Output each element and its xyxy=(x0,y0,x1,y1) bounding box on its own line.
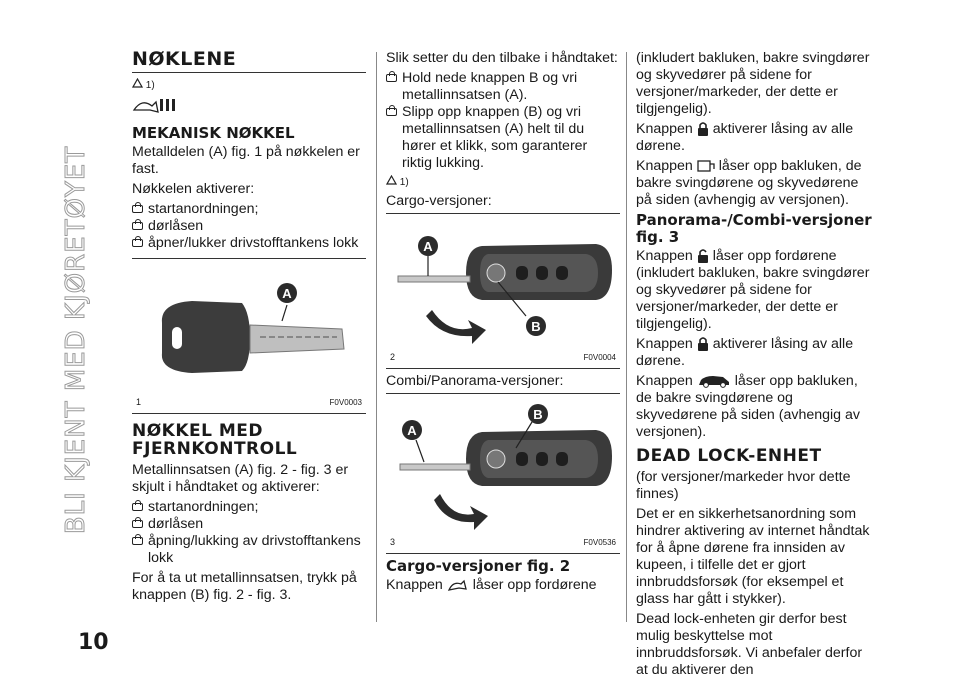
front-doors-unlock-icon xyxy=(447,578,469,592)
mechanical-key-illustration xyxy=(132,263,366,413)
list-item-text: dørlåsen xyxy=(148,516,204,532)
divider xyxy=(132,72,366,73)
paragraph: Metallinnsatsen (A) fig. 2 - fig. 3 er skjult i håndtaket og aktiverer: xyxy=(132,462,349,495)
list-item-text: startanordningen; xyxy=(148,201,259,217)
paragraph: (inkludert bakluken, bakre svingdører og skyvedører på sidene for versjoner/markeder, der dette er tilgjengelig). xyxy=(636,50,870,117)
warning-icon xyxy=(386,175,397,185)
info-icon xyxy=(132,96,366,119)
list-item-text: dørlåsen xyxy=(148,218,204,234)
text: låser opp bakluken, de bakre svingdørene og skyvedørene på siden (avhengig av versjonen). xyxy=(636,158,862,208)
divider xyxy=(132,258,366,259)
figure-label: 3 xyxy=(390,537,396,547)
text: aktiverer låsing av alle dørene. xyxy=(636,336,854,369)
column-2 xyxy=(386,50,620,597)
text: aktiverer låsing av alle dørene. xyxy=(636,121,854,154)
bullet-icon xyxy=(132,520,143,528)
list-item xyxy=(132,533,366,567)
paragraph xyxy=(636,373,874,441)
column-divider xyxy=(376,52,377,622)
bullet-icon xyxy=(132,503,143,511)
heading-panorama: Panorama-/Combi-versjoner fig. 3 xyxy=(636,211,872,246)
paragraph xyxy=(636,121,874,155)
heading-dead-lock: DEAD LOCK-ENHET xyxy=(636,446,822,466)
warning-ref xyxy=(386,174,620,191)
paragraph xyxy=(636,158,874,209)
list-item-text: åpner/lukker drivstofftankens lokk xyxy=(148,235,359,251)
text: Knappen xyxy=(636,121,693,137)
list-item-text: Slipp opp knappen (B) og vri metallinnsatsen (A) helt til du hører et klikk, som garanterer riktig lukking. xyxy=(402,104,588,171)
callout-b: B xyxy=(531,319,541,334)
bullet-icon xyxy=(132,537,143,545)
lock-icon xyxy=(697,336,709,352)
paragraph xyxy=(636,336,874,370)
column-1 xyxy=(132,50,366,607)
list-item xyxy=(132,516,366,533)
sidebar-title: BLI KJENT MED KJØRETØYET xyxy=(61,145,91,535)
figure-code: F0V0003 xyxy=(329,398,362,407)
paragraph: For å ta ut metallinnsatsen, trykk på knappen (B) fig. 2 - fig. 3. xyxy=(132,570,357,603)
callout-a: A xyxy=(423,239,433,254)
heading-fjernkontroll: NØKKEL MED FJERNKONTROLL xyxy=(132,421,298,459)
text: Knappen xyxy=(386,577,443,593)
list-item-text: startanordningen; xyxy=(148,499,259,515)
combi-remote-key-illustration xyxy=(386,398,620,553)
divider xyxy=(386,393,620,394)
list-item xyxy=(386,70,620,104)
figure-3 xyxy=(386,398,620,554)
bullet-icon xyxy=(132,222,143,230)
warning-icon xyxy=(132,78,143,88)
paragraph: (for versjoner/markeder hvor dette finnes) xyxy=(636,469,851,502)
callout-a: A xyxy=(407,423,417,438)
column-3 xyxy=(636,50,874,682)
heading-cargo: Cargo-versjoner fig. 2 xyxy=(386,557,571,575)
callout-b: B xyxy=(533,407,543,422)
paragraph: Slik setter du den tilbake i håndtaket: xyxy=(386,50,618,66)
warning-ref-text: 1) xyxy=(145,80,155,91)
figure-code: F0V0536 xyxy=(583,538,616,547)
rear-doors-unlock-icon xyxy=(697,158,715,174)
text: låser opp bakluken, de bakre svingdørene og skyvedørene på siden (avhengig av versjonen). xyxy=(636,373,860,440)
list-item-text: Hold nede knappen B og vri metallinnsatsen (A). xyxy=(402,70,578,103)
unlock-icon xyxy=(697,248,709,264)
paragraph: Combi/Panorama-versjoner: xyxy=(386,373,564,389)
heading-mekanisk: MEKANISK NØKKEL xyxy=(132,124,295,142)
figure-code: F0V0004 xyxy=(583,353,616,362)
list-item-text: åpning/lukking av drivstofftankens lokk xyxy=(148,533,361,566)
paragraph xyxy=(636,248,874,333)
text: Knappen xyxy=(636,336,693,352)
figure-label: 1 xyxy=(136,397,142,407)
text: Knappen xyxy=(636,158,693,174)
list-item xyxy=(132,235,366,252)
car-tailgate-icon xyxy=(697,374,731,388)
page-number: 10 xyxy=(78,630,109,655)
lock-icon xyxy=(697,121,709,137)
list-item xyxy=(132,499,366,516)
bullet-icon xyxy=(386,74,397,82)
figure-1 xyxy=(132,263,366,414)
figure-2 xyxy=(386,218,620,369)
bullet-icon xyxy=(132,205,143,213)
list-item xyxy=(132,218,366,235)
paragraph xyxy=(386,577,620,594)
callout-a: A xyxy=(282,286,292,301)
text: låser opp fordørene (inkludert bakluken, bakre svingdører og skyvedører på sidene for versjoner/markeder, der dette er tilgjengelig). xyxy=(636,248,870,332)
bullet-icon xyxy=(132,239,143,247)
text: Knappen xyxy=(636,373,693,389)
cargo-remote-key-illustration xyxy=(386,218,620,368)
divider xyxy=(386,213,620,214)
section-title: NØKLENE xyxy=(132,48,237,70)
paragraph: Det er en sikkerhetsanordning som hindrer aktivering av internet håndtak for å åpne dørene fra innsiden av kupeen, i tilfelle det er gjort innbruddsforsøk (for eksempel et glass har gått i stykker). xyxy=(636,506,870,607)
paragraph: Nøkkelen aktiverer: xyxy=(132,181,255,197)
figure-label: 2 xyxy=(390,352,396,362)
warning-ref xyxy=(132,77,366,94)
text: Knappen xyxy=(636,248,693,264)
paragraph: Metalldelen (A) fig. 1 på nøkkelen er fast. xyxy=(132,144,360,177)
paragraph: Cargo-versjoner: xyxy=(386,193,492,209)
list-item xyxy=(132,201,366,218)
text: låser opp fordørene xyxy=(472,577,597,593)
list-item xyxy=(386,104,620,172)
paragraph: Dead lock-enheten gir derfor best mulig beskyttelse mot innbruddsforsøk. Vi anbefaler derfor at du aktiverer den xyxy=(636,611,863,678)
column-divider xyxy=(626,52,627,622)
warning-ref-text: 1) xyxy=(399,177,409,188)
bullet-icon xyxy=(386,108,397,116)
